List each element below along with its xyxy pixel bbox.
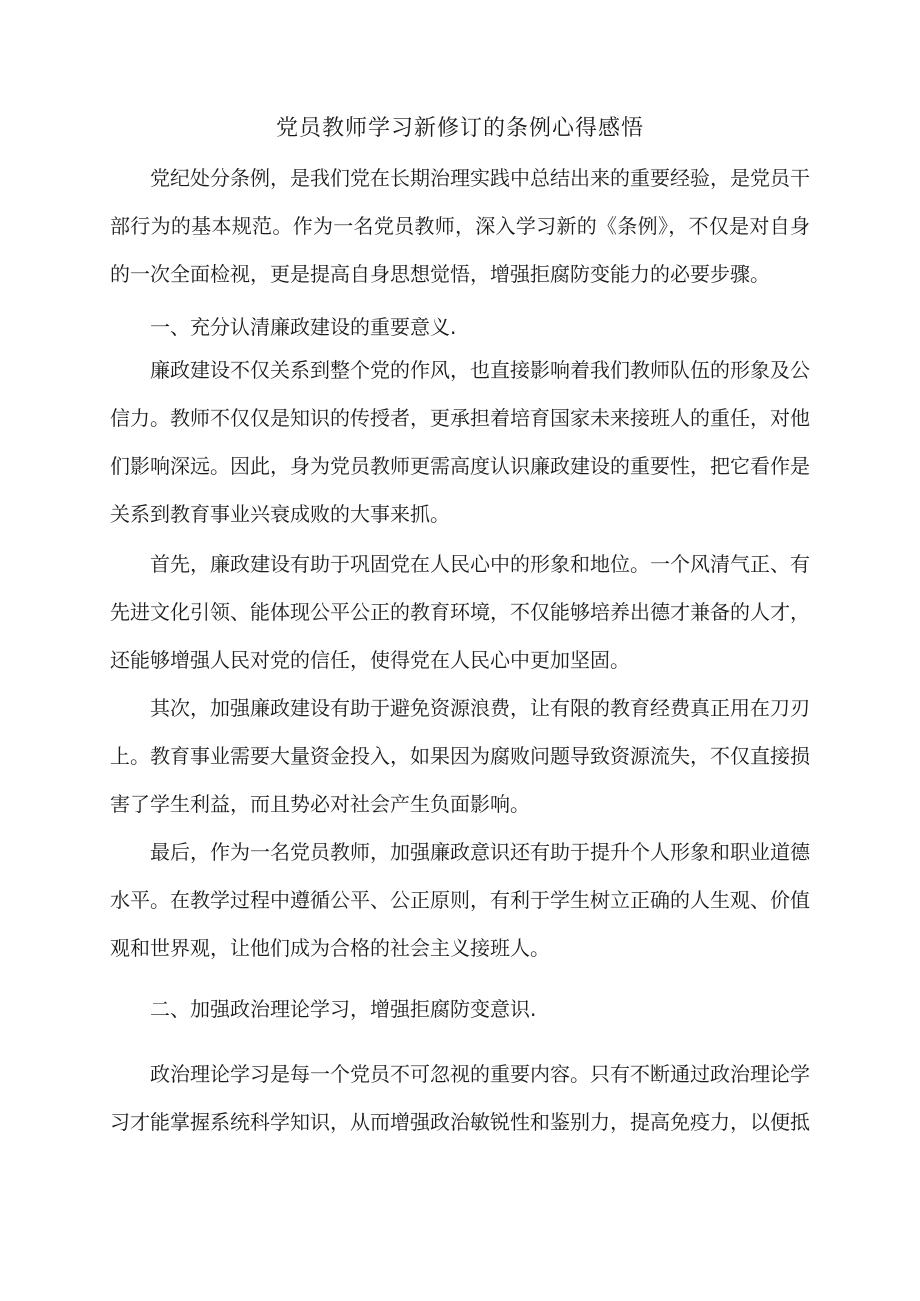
intro-paragraph: 党纪处分条例，是我们党在长期治理实践中总结出来的重要经验，是党员干部行为的基本规范。作为一名党员教师，深入学习新的《条例》，不仅是对自身的一次全面检视，更是提高自身思想觉悟，增强拒腐防变能力的必要步骤。	[110, 166, 810, 286]
section-2-heading: 二、加强政治理论学习，增强拒腐防变意识.	[150, 997, 537, 1021]
section-1-paragraph-4: 最后，作为一名党员教师，加强廉政意识还有助于提升个人形象和职业道德水平。在教学过程中遵循公平、公正原则，有利于学生树立正确的人生观、价值观和世界观，让他们成为合格的社会主义接班人。	[110, 840, 810, 960]
section-2-paragraph-1: 政治理论学习是每一个党员不可忽视的重要内容。只有不断通过政治理论学习才能掌握系统科学知识，从而增强政治敏锐性和鉴别力，提高免疫力，以便抵	[110, 1062, 810, 1134]
section-1-paragraph-2: 首先，廉政建设有助于巩固党在人民心中的形象和地位。一个风清气正、有先进文化引领、能体现公平公正的教育环境，不仅能够培养出德才兼备的人才，还能够增强人民对党的信任，使得党在人民心中更加坚固。	[110, 552, 810, 672]
document-title: 党员教师学习新修订的条例心得感悟	[275, 116, 644, 141]
section-1-paragraph-1: 廉政建设不仅关系到整个党的作风，也直接影响着我们教师队伍的形象及公信力。教师不仅仅是知识的传授者，更承担着培育国家未来接班人的重任，对他们影响深远。因此，身为党员教师更需高度认识廉政建设的重要性，把它看作是关系到教育事业兴衰成败的大事来抓。	[110, 358, 810, 526]
section-1-paragraph-3: 其次，加强廉政建设有助于避免资源浪费，让有限的教育经费真正用在刀刃上。教育事业需要大量资金投入，如果因为腐败问题导致资源流失，不仅直接损害了学生利益，而且势必对社会产生负面影响。	[110, 696, 810, 816]
section-1-heading: 一、充分认清廉政建设的重要意义.	[150, 315, 457, 339]
